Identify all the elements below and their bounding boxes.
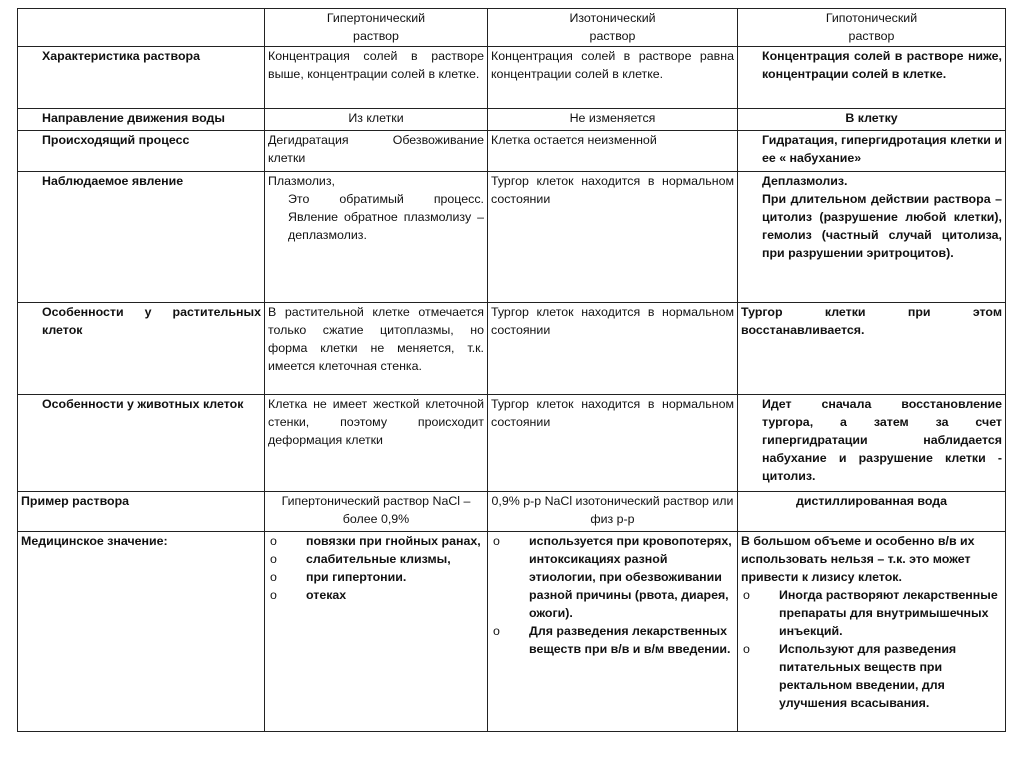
header-hypotonic: Гипотонический раствор: [738, 9, 1006, 47]
table-row-direction: [18, 109, 1006, 131]
cell-isotonic: Тургор клеток находится в нормальном состоянии: [488, 303, 738, 395]
cell-isotonic: Концентрация солей в растворе равна концентрации солей в клетке.: [488, 47, 738, 109]
isotonic-uses-list: [491, 532, 734, 658]
list-item: o при гипертонии.: [268, 568, 484, 586]
list-item: o используется при кровопотерях, интоксикациях разной этиологии, при обезвоживании разной причины (рвота, диарея, ожоги).: [491, 532, 734, 622]
row-label: Особенности у животных клеток: [18, 395, 265, 492]
cell-hypotonic: Идет сначала восстановление тургора, а затем за счет гипергидратации наблидается набухание и разрушение клетки - цитолиз.: [738, 395, 1006, 492]
header-empty-cell: [18, 9, 265, 47]
solutions-table: [17, 8, 1006, 732]
cell-hypotonic: Гидратация, гипергидротация клетки и ее « набухание»: [738, 131, 1006, 172]
list-item: o Используют для разведения питательных веществ при ректальном введении, для улучшения всасывания.: [741, 640, 1002, 712]
row-label: Характеристика раствора: [18, 47, 265, 109]
table-row-example: [18, 492, 1006, 532]
cell-isotonic: 0,9% р-р NaCl изотонический раствор или физ р-р: [488, 492, 738, 532]
table-row-medical: [18, 532, 1006, 732]
deplasmolysis-text: Деплазмолиз.: [762, 174, 848, 188]
reversible-text: Это обратимый процесс. Явление обратное плазмолизу – деплазмолиз.: [288, 192, 484, 242]
plasmolysis-text: Плазмолиз,: [268, 174, 335, 188]
table-row-animal: [18, 395, 1006, 492]
cell-hypertonic: В растительной клетке отмечается только сжатие цитоплазмы, но форма клетки не меняется, т.к. имеется клеточная стенка.: [265, 303, 488, 395]
list-item: o слабительные клизмы,: [268, 550, 484, 568]
row-label: Медицинское значение:: [18, 532, 265, 732]
header-hypertonic: Гипертонический раствор: [265, 9, 488, 47]
cell-hypertonic: Клетка не имеет жесткой клеточной стенки, поэтому происходит деформация клетки: [265, 395, 488, 492]
row-label: Особенности у растительных клеток: [18, 303, 265, 395]
list-item: o повязки при гнойных ранах,: [268, 532, 484, 550]
table-row-characteristic: [18, 47, 1006, 109]
row-label: Направление движения воды: [18, 109, 265, 131]
header-isotonic: Изотонический раствор: [488, 9, 738, 47]
cell-isotonic: [488, 532, 738, 732]
cell-hypotonic: [738, 532, 1006, 732]
cell-hypertonic: Дегидратация Обезвоживание клетки: [265, 131, 488, 172]
row-label: Происходящий процесс: [18, 131, 265, 172]
list-item: o Для разведения лекарственных веществ при в/в и в/м введении.: [491, 622, 734, 658]
list-item: o Иногда растворяют лекарственные препараты для внутримышечных инъекций.: [741, 586, 1002, 640]
table-row-process: [18, 131, 1006, 172]
cell-isotonic: Тургор клеток находится в нормальном состоянии: [488, 395, 738, 492]
header-row: [18, 9, 1006, 47]
cell-hypotonic: Концентрация солей в растворе ниже, концентрации солей в клетке.: [738, 47, 1006, 109]
cell-isotonic: Клетка остается неизменной: [488, 131, 738, 172]
hypotonic-uses-list: [741, 586, 1002, 712]
cell-hypertonic: Гипертонический раствор NaCl – более 0,9%: [265, 492, 488, 532]
list-item: o отеках: [268, 586, 484, 604]
hypotonic-warning-text: В большом объеме и особенно в/в их использовать нельзя – т.к. это может привести к лизису клеток.: [741, 534, 975, 584]
cell-hypertonic: [265, 172, 488, 303]
row-label: Пример раствора: [18, 492, 265, 532]
cell-hypertonic: Концентрация солей в растворе выше, концентрации солей в клетке.: [265, 47, 488, 109]
cell-hypotonic: Тургор клетки при этом восстанавливается.: [738, 303, 1006, 395]
cell-hypotonic: В клетку: [738, 109, 1006, 131]
row-label: Наблюдаемое явление: [18, 172, 265, 303]
hypertonic-uses-list: [268, 532, 484, 604]
cell-isotonic: Тургор клеток находится в нормальном состоянии: [488, 172, 738, 303]
cell-hypertonic: [265, 532, 488, 732]
cell-hypertonic: Из клетки: [265, 109, 488, 131]
table-row-phenomenon: [18, 172, 1006, 303]
cell-hypotonic: дистиллированная вода: [738, 492, 1006, 532]
cell-isotonic: Не изменяется: [488, 109, 738, 131]
cell-hypotonic: [738, 172, 1006, 303]
table-row-plant: [18, 303, 1006, 395]
cytolysis-text: При длительном действии раствора – цитолиз (разрушение любой клетки), гемолиз (частный случай цитолиза, при разрушении эритроцитов).: [762, 192, 1002, 260]
